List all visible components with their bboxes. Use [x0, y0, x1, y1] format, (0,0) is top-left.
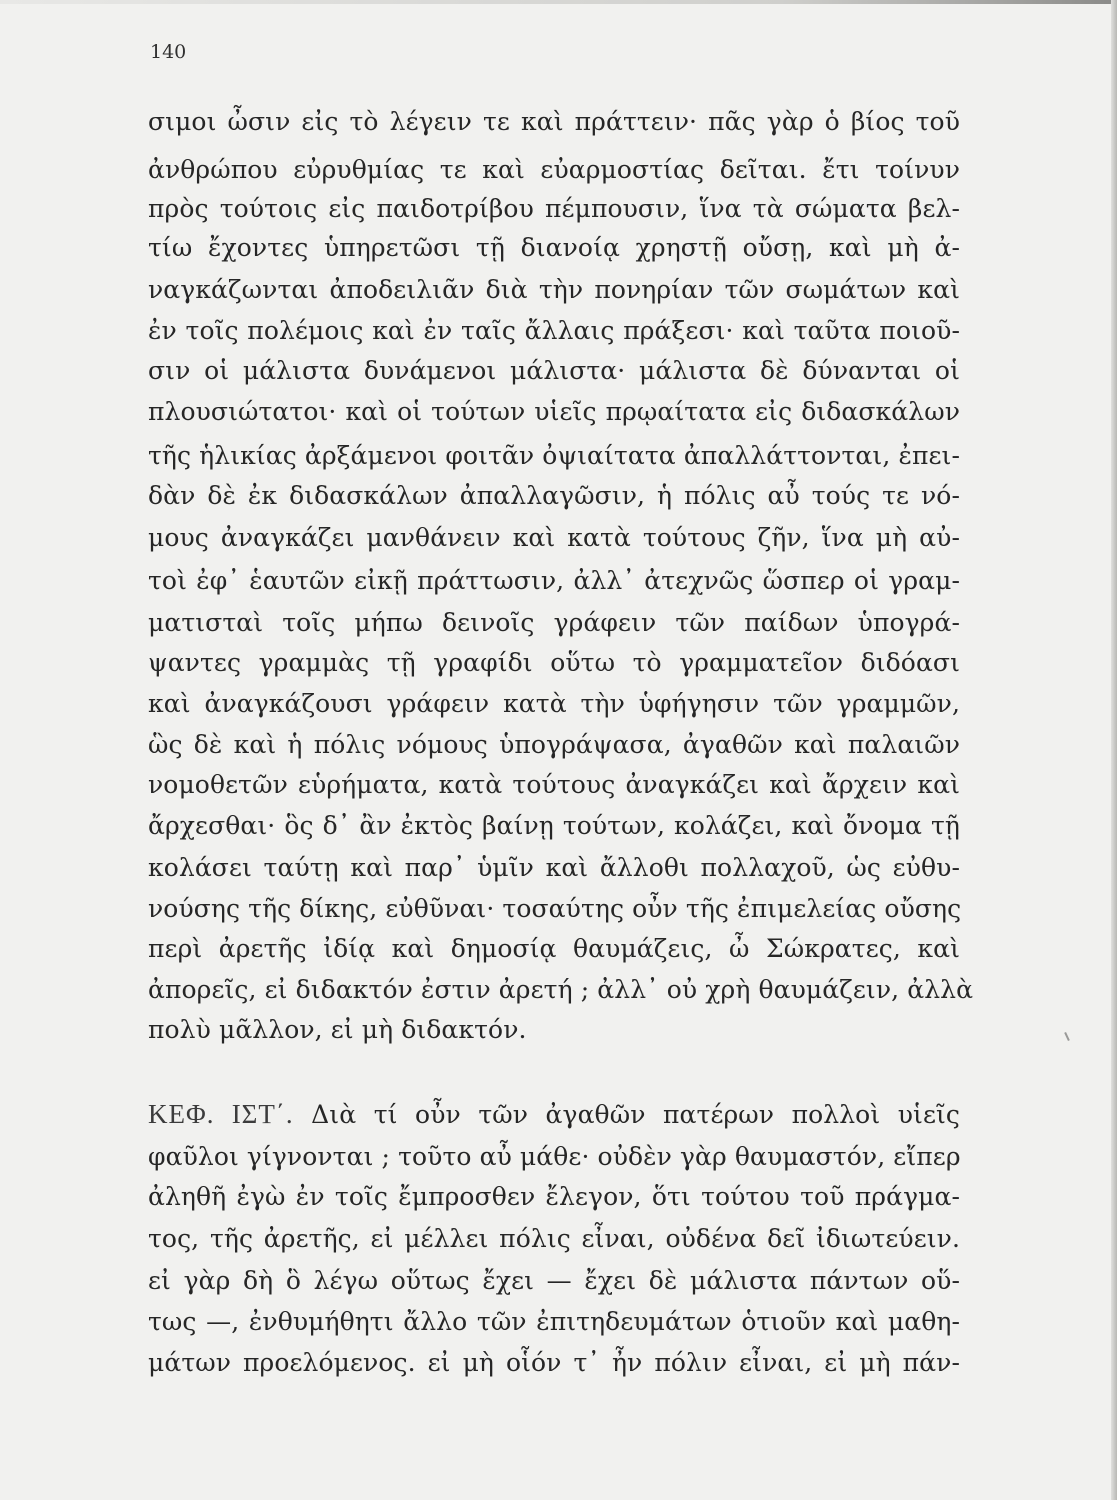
paragraph-2-line-2: φαῦλοι γίγνονται ; τοῦτο αὖ μάθε· οὐδὲν γὰρ θαυμαστόν, εἴπερ — [148, 1142, 961, 1171]
paragraph-2-first-line-text: Διὰ τί οὖν τῶν ἀγαθῶν πατέρων πολλοὶ υἱεῖς — [311, 1100, 960, 1129]
paragraph-2-line-6: τως —, ἐνθυμήθητι ἄλλο τῶν ἐπιτηδευμάτων ὁτιοῦν καὶ μαθη- — [148, 1307, 960, 1336]
paragraph-2-line-1 — [148, 1094, 960, 1134]
paragraph-1-line-16: ὣς δὲ καὶ ἡ πόλις νόμους ὑπογράψασα, ἀγαθῶν καὶ παλαιῶν — [148, 730, 960, 759]
chapter-heading: ΚΕΦ. ΙΣΤ΄. — [148, 1099, 294, 1129]
paragraph-1-line-21: περὶ ἀρετῆς ἰδίᾳ καὶ δημοσίᾳ θαυμάζεις, ὦ Σώκρατες, καὶ — [148, 934, 960, 963]
paragraph-1-line-20: νούσης τῆς δίκης, εὐθῦναι· τοσαύτης οὖν τῆς ἐπιμελείας οὔσης — [148, 894, 962, 923]
paragraph-2-line-5: εἰ γὰρ δὴ ὃ λέγω οὕτως ἔχει — ἔχει δὲ μάλιστα πάντων οὕ- — [148, 1266, 960, 1295]
page-number: 140 — [150, 41, 187, 63]
paragraph-2-line-7: μάτων προελόμενος. εἰ μὴ οἷόν τ᾽ ἦν πόλιν εἶναι, εἰ μὴ πάν- — [148, 1348, 960, 1377]
paragraph-1-line-19: κολάσει ταύτῃ καὶ παρ᾽ ὑμῖν καὶ ἄλλοθι πολλαχοῦ, ὡς εὐθυ- — [148, 853, 960, 882]
paragraph-2-line-3: ἀληθῆ ἐγὼ ἐν τοῖς ἔμπροσθεν ἔλεγον, ὅτι τούτου τοῦ πράγμα- — [148, 1182, 960, 1211]
paragraph-1-line-1: σιμοι ὦσιν εἰς τὸ λέγειν τε καὶ πράττειν· πᾶς γὰρ ὁ βίος τοῦ — [148, 107, 960, 136]
page-top-edge — [0, 0, 1117, 4]
paragraph-1-line-12: τοὶ ἐφ᾽ ἑαυτῶν εἰκῇ πράττωσιν, ἀλλ᾽ ἀτεχνῶς ὥσπερ οἱ γραμ- — [148, 566, 960, 595]
paragraph-1-line-11: μους ἀναγκάζει μανθάνειν καὶ κατὰ τούτους ζῆν, ἵνα μὴ αὐ- — [148, 523, 960, 552]
paragraph-1-line-18: ἄρχεσθαι· ὃς δ᾽ ἂν ἐκτὸς βαίνῃ τούτων, κολάζει, καὶ ὄνομα τῇ — [148, 811, 960, 840]
paragraph-1-line-15: καὶ ἀναγκάζουσι γράφειν κατὰ τὴν ὑφήγησιν τῶν γραμμῶν, — [148, 689, 960, 718]
paragraph-1-line-2: ἀνθρώπου εὐρυθμίας τε καὶ εὐαρμοστίας δεῖται. ἔτι τοίνυν — [148, 155, 960, 184]
margin-mark — [1064, 1032, 1070, 1041]
paragraph-1-line-22: ἀπορεῖς, εἰ διδακτόν ἐστιν ἀρετή ; ἀλλ᾽ οὐ χρὴ θαυμάζειν, ἀλλὰ — [148, 975, 974, 1004]
page-right-edge — [1111, 0, 1117, 1500]
paragraph-1-line-5: ναγκάζωνται ἀποδειλιᾶν διὰ τὴν πονηρίαν τῶν σωμάτων καὶ — [148, 275, 960, 304]
paragraph-1-line-17: νομοθετῶν εὑρήματα, κατὰ τούτους ἀναγκάζει καὶ ἄρχειν καὶ — [148, 770, 960, 799]
paragraph-1-line-8: πλουσιώτατοι· καὶ οἱ τούτων υἱεῖς πρῳαίτατα εἰς διδασκάλων — [148, 397, 960, 426]
paragraph-2-line-4: τος, τῆς ἀρετῆς, εἰ μέλλει πόλις εἶναι, οὐδένα δεῖ ἰδιωτεύειν. — [148, 1224, 960, 1253]
paragraph-1-line-23: πολὺ μᾶλλον, εἰ μὴ διδακτόν. — [148, 1015, 527, 1044]
paragraph-1-line-10: δὰν δὲ ἐκ διδασκάλων ἀπαλλαγῶσιν, ἡ πόλις αὖ τούς τε νό- — [148, 481, 960, 510]
paragraph-1-line-6: ἐν τοῖς πολέμοις καὶ ἐν ταῖς ἄλλαις πράξεσι· καὶ ταῦτα ποιοῦ- — [148, 316, 960, 345]
paragraph-1-line-13: ματισταὶ τοῖς μήπω δεινοῖς γράφειν τῶν παίδων ὑπογρά- — [148, 608, 960, 637]
paragraph-1-line-4: τίω ἔχοντες ὑπηρετῶσι τῇ διανοίᾳ χρηστῇ οὔσῃ, καὶ μὴ ἀ- — [148, 233, 960, 262]
paragraph-1-line-9: τῆς ἡλικίας ἀρξάμενοι φοιτᾶν ὀψιαίτατα ἀπαλλάττονται, ἐπει- — [148, 441, 960, 470]
paragraph-1-line-3: πρὸς τούτοις εἰς παιδοτρίβου πέμπουσιν, ἵνα τὰ σώματα βελ- — [148, 194, 960, 223]
paragraph-1-line-7: σιν οἱ μάλιστα δυνάμενοι μάλιστα· μάλιστα δὲ δύνανται οἱ — [148, 356, 960, 385]
paragraph-1-line-14: ψαντες γραμμὰς τῇ γραφίδι οὕτω τὸ γραμματεῖον διδόασι — [148, 648, 960, 677]
